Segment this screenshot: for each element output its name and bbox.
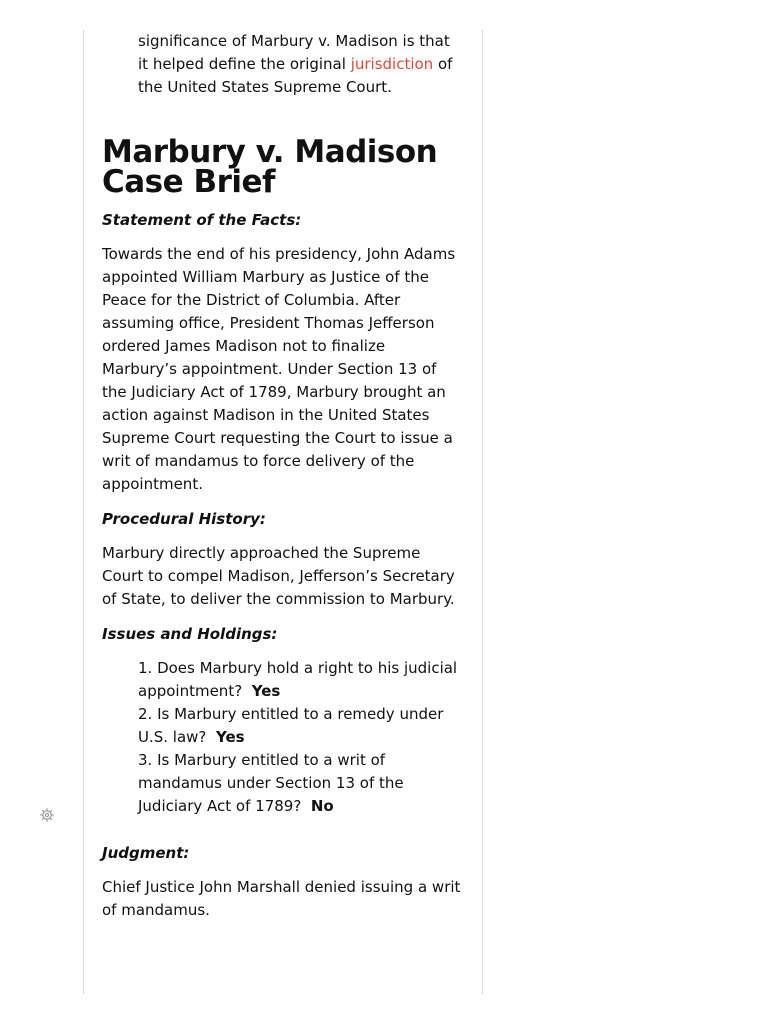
facts-heading: Statement of the Facts: — [102, 211, 302, 229]
jurisdiction-link[interactable]: jurisdiction — [350, 55, 434, 73]
facts-body: Towards the end of his presidency, John Adams appointed William Marbury as Justice of the Peace for the District of Columbia. After assuming office, President Thomas Jefferson ordered James Madison not to finalize Marbury’s appointment. Under Section 13 of the Judiciary Act of 1789, Marbury brought an action against Madison in the United States Supreme Court requesting the Court to issue a writ of mandamus to force delivery of the appointment. — [102, 245, 456, 493]
issue-answer: No — [310, 797, 334, 815]
issue-item — [138, 749, 464, 818]
issue-question: 2. Is Marbury entitled to a remedy under U.S. law? — [138, 705, 444, 746]
procedural-heading: Procedural History: — [102, 510, 266, 528]
issue-answer: Yes — [251, 682, 281, 700]
issue-item — [138, 703, 464, 749]
procedural-body: Marbury directly approached the Supreme Court to compel Madison, Jefferson’s Secretary of State, to deliver the commission to Marbury. — [102, 544, 455, 608]
issue-question: 3. Is Marbury entitled to a writ of mandamus under Section 13 of the Judiciary Act of 1789? — [138, 751, 404, 815]
judgment-heading: Judgment: — [102, 844, 190, 862]
article-page — [83, 30, 483, 994]
lead-text-after: of the United States Supreme Court. — [138, 55, 453, 96]
article-content — [84, 30, 482, 922]
issue-item — [138, 657, 464, 703]
judgment-body: Chief Justice John Marshall denied issuing a writ of mandamus. — [102, 878, 461, 919]
gear-icon[interactable] — [39, 807, 55, 823]
issue-question: 1. Does Marbury hold a right to his judicial appointment? — [138, 659, 458, 700]
lead-paragraph — [102, 30, 464, 99]
lead-text-before: significance of Marbury v. Madison is that it helped define the original — [138, 32, 450, 73]
issue-answer: Yes — [215, 728, 245, 746]
issues-list — [102, 657, 464, 818]
page-title: Marbury v. Madison Case Brief — [102, 134, 438, 200]
issues-heading: Issues and Holdings: — [102, 625, 278, 643]
